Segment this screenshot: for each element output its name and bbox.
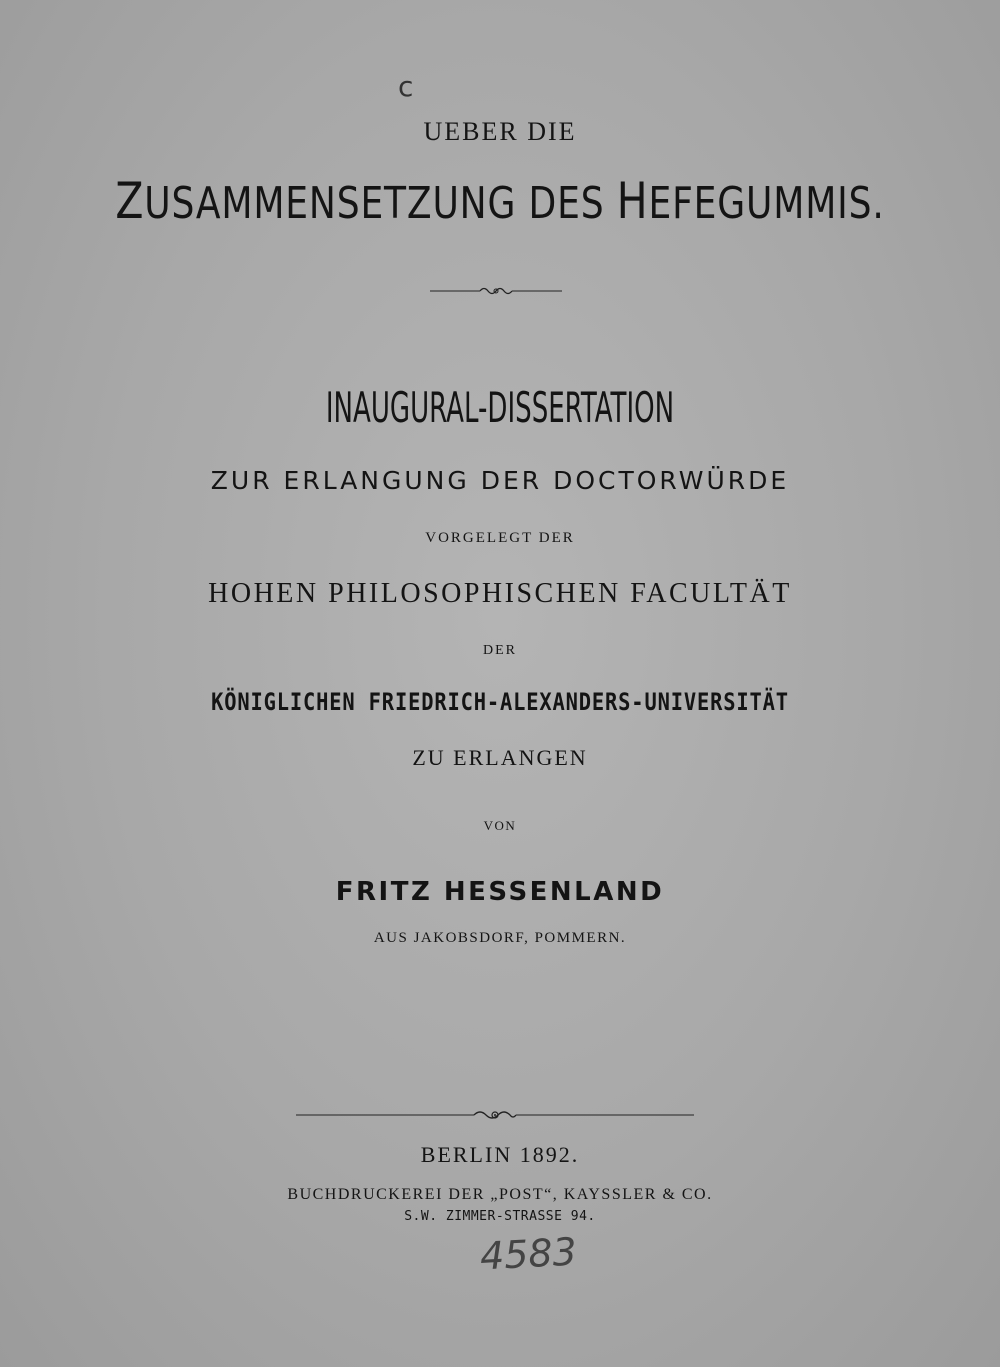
- upper-ornament-rule: [430, 284, 562, 298]
- title-lead: UEBER DIE: [423, 117, 577, 146]
- author-origin: AUS JAKOBSDORF, POMMERN.: [373, 930, 627, 946]
- dissertation-heading: INAUGURAL-DISSERTATION: [325, 383, 675, 432]
- title-initial-z: Z: [115, 172, 145, 230]
- submitted-line: VORGELEGT DER: [425, 530, 575, 546]
- title-word-2: DES: [516, 178, 617, 229]
- pencil-mark: c: [398, 70, 414, 103]
- title-word-3: EFEGUMMIS.: [648, 178, 885, 229]
- title-initial-h: H: [616, 172, 649, 230]
- faculty-line: HOHEN PHILOSOPHISCHEN FACULTÄT: [208, 578, 792, 609]
- purpose-line: ZUR ERLANGUNG DER DOCTORWÜRDE: [210, 466, 790, 495]
- lower-ornament-rule: [296, 1108, 694, 1122]
- printer-line: BUCHDRUCKEREI DER „POST“, KAYSSLER & CO.: [287, 1186, 713, 1203]
- university-line: KÖNIGLICHEN FRIEDRICH-ALEXANDERS-UNIVERSITÄT: [211, 688, 789, 716]
- main-title: [90, 172, 910, 230]
- der-line: DER: [483, 643, 517, 658]
- imprint-city-year: BERLIN 1892.: [420, 1142, 580, 1167]
- title-word-1: USAMMENSETZUNG: [144, 178, 517, 229]
- handwritten-shelfmark: 4583: [478, 1229, 578, 1279]
- location-line: ZU ERLANGEN: [412, 745, 588, 770]
- author-name: FRITZ HESSENLAND: [335, 877, 665, 907]
- von-line: VON: [483, 818, 517, 833]
- printer-address: S.W. ZIMMER-STRASSE 94.: [404, 1209, 596, 1224]
